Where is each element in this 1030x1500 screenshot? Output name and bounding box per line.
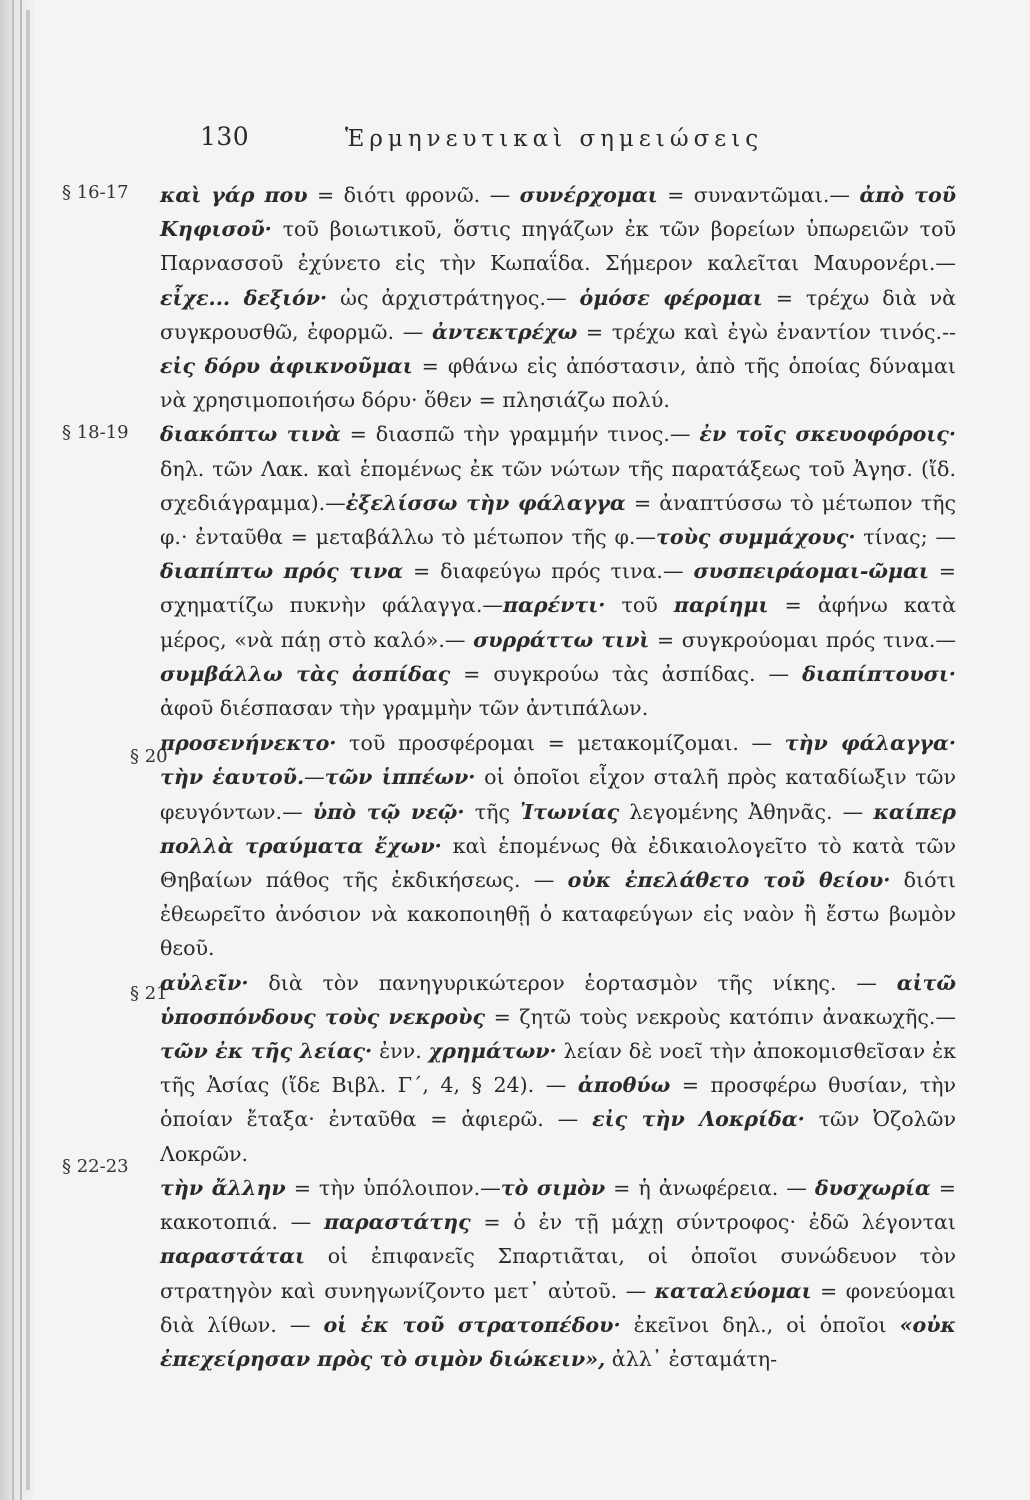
section-paragraph xyxy=(160,725,956,965)
section-paragraph xyxy=(160,1171,956,1376)
gloss-text: = τὴν ὑπόλοιπον.— xyxy=(285,1175,501,1200)
lemma-term: συρράττω τινὶ xyxy=(473,627,650,652)
section-paragraph xyxy=(160,178,956,417)
lemma-term: ἀντεκτρέχω xyxy=(432,319,578,344)
section-label-21: § 21 xyxy=(130,983,168,1004)
page-edge xyxy=(26,10,30,1490)
gloss-text: καὶ ἑπομένως θὰ ἐδικαιολογεῖτο τὸ κατὰ τῶν Θηβαίων πάθος τῆς ἐκδικήσεως. — xyxy=(160,833,956,893)
gloss-text: ἀλλ᾽ ἐσταμάτη- xyxy=(605,1346,778,1371)
gloss-text: = σχηματίζω πυκνὴν φάλαγγα.— xyxy=(160,559,957,618)
gloss-text: ὡς ἀρχιστράτηγος.— xyxy=(327,285,580,310)
gloss-text: οἱ ὁποῖοι εἶχον σταλῆ πρὸς καταδίωξιν τῶν φευγόντων.— xyxy=(160,765,956,824)
lemma-term: εἶχε... δεξιόν· xyxy=(160,285,328,310)
lemma-term: «οὐκ ἐπεχείρησαν πρὸς τὸ σιμὸν διώκειν», xyxy=(160,1312,956,1371)
gloss-text: = τρέχω καὶ ἐγὼ ἐναντίον τινός.-- xyxy=(577,319,956,344)
gloss-text: τίνας; — xyxy=(855,525,956,550)
lemma-term: εἰς δόρυ ἀφικνοῦμαι xyxy=(160,354,413,379)
lemma-term: ἀπὸ τοῦ Κηφισοῦ· xyxy=(160,183,957,242)
lemma-term: τοὺς συμμάχους· xyxy=(656,525,856,550)
lemma-term: διακόπτω τινὰ xyxy=(160,422,341,447)
binding-line xyxy=(20,0,22,1500)
gloss-text: = φθάνω εἰς ἀπόστασιν, ἀπὸ τῆς ὁποίας δύναμαι νὰ χρησιμοποιήσω δόρυ· ὅθεν = πλησιάζω πολύ. xyxy=(160,354,956,413)
gloss-text: ἐκεῖνοι δηλ., οἱ ὁποῖοι xyxy=(620,1312,900,1337)
lemma-term: καίπερ πολλὰ τραύματα ἔχων· xyxy=(160,799,956,858)
lemma-term: ἀποθύω xyxy=(577,1073,671,1098)
gloss-text: = κακοτοπιά. — xyxy=(160,1175,957,1235)
gloss-text: ἐνν. xyxy=(372,1039,429,1064)
gloss-text: = ζητῶ τοὺς νεκροὺς κατόπιν ἀνακωχῆς.— xyxy=(485,1004,956,1029)
lemma-term: τὴν ἄλλην xyxy=(160,1175,286,1200)
gloss-text: = ἀναπτύσσω τὸ μέτωπον τῆς φ.· ἐνταῦθα = μεταβάλλω τὸ μέτωπον τῆς φ.— xyxy=(160,490,956,550)
lemma-term: ὁμόσε φέρομαι xyxy=(579,285,763,310)
running-title: Ἑρμηνευτικαὶ σημειώσεις xyxy=(345,126,764,152)
gloss-text: τοῦ βοιωτικοῦ, ὅστις πηγάζων ἐκ τῶν βορείων ὑπωρειῶν τοῦ Παρνασσοῦ ἐχύνετο εἰς τὴν Κωπαΐδα. Σήμερον καλεῖται Μαυρονέρι.— xyxy=(160,217,956,276)
gloss-text: δηλ. τῶν Λακ. καὶ ἑπομένως ἐκ τῶν νώτων τῆς παρατάξεως τοῦ Ἀγησ. (ἴδ. σχεδιάγραμμα).— xyxy=(160,456,956,515)
lemma-term: αἰτῶ ὑποσπόνδους τοὺς νεκροὺς xyxy=(160,970,956,1029)
gloss-text: τῶν Ὀζολῶν Λοκρῶν. xyxy=(160,1107,956,1166)
gloss-text: = συγκρούω τὰς ἀσπίδας. — xyxy=(450,661,803,686)
gloss-text: = συναντῶμαι.— xyxy=(657,183,860,207)
gloss-text: = φονεύομαι διὰ λίθων. — xyxy=(160,1278,957,1337)
lemma-term: καταλεύομαι xyxy=(654,1278,812,1303)
gloss-text: διότι ἐθεωρεῖτο ἀνόσιον νὰ κακοποιηθῇ ὁ καταφεύγων εἰς ναὸν ἢ ἔστω βωμὸν θεοῦ. xyxy=(160,868,956,961)
commentary-text xyxy=(160,178,956,1376)
gloss-text: = ὁ ἐν τῇ μάχῃ σύντροφος· ἐδῶ λέγονται xyxy=(470,1210,957,1235)
section-label-20: § 20 xyxy=(130,746,168,767)
lemma-term: Ἰτωνίας xyxy=(520,799,620,824)
gloss-text: = διότι φρονῶ. — xyxy=(307,183,520,207)
lemma-term: διαπίπτω πρός τινα xyxy=(160,559,404,584)
gloss-text: τοῦ προσφέρομαι = μετακομίζομαι. — xyxy=(336,731,785,756)
section-label-18-19: § 18-19 xyxy=(62,422,129,443)
gloss-text: τῆς xyxy=(464,799,521,824)
lemma-term: χρημάτων· xyxy=(428,1039,557,1064)
lemma-term: αὐλεῖν· xyxy=(160,970,249,995)
lemma-term: τῶν ἱππέων· xyxy=(324,765,476,790)
lemma-term: συνέρχομαι xyxy=(519,183,658,207)
page-number: 130 xyxy=(200,122,250,151)
lemma-term: παραστάτης xyxy=(323,1210,471,1235)
gloss-text: = τρέχω διὰ νὰ συγκρουσθῶ, ἐφορμῶ. — xyxy=(160,285,957,344)
section-label-16-17: § 16-17 xyxy=(62,182,129,203)
gloss-text: οἱ ἐπιφανεῖς Σπαρτιᾶται, οἱ ὁποῖοι συνώδευον τὸν στρατηγὸν καὶ συνηγωνίζοντο μετ᾽ αὐτοῦ. — xyxy=(160,1244,956,1303)
gloss-text: τοῦ xyxy=(605,593,674,618)
gloss-text: ἀφοῦ διέσπασαν τὴν γραμμὴν τῶν ἀντιπάλων. xyxy=(160,696,649,721)
gloss-text: = προσφέρω θυσίαν, τὴν ὁποίαν ἔταξα· ἐνταῦθα = ἀφιερῶ. — xyxy=(160,1073,956,1132)
gloss-text: διὰ τὸν πανηγυρικώτερον ἑορτασμὸν τῆς νίκης. — xyxy=(248,970,897,995)
lemma-term: τῶν ἐκ τῆς λείας· xyxy=(160,1039,373,1064)
lemma-term: παρέντι· xyxy=(502,593,606,618)
gloss-text: λεγομένης Ἀθηνᾶς. — xyxy=(619,799,874,824)
gloss-text: = διασπῶ τὴν γραμμήν τινος.— xyxy=(340,422,700,447)
gloss-text: = διαφεύγω πρός τινα.— xyxy=(403,559,694,584)
gloss-text: = ἡ ἀνωφέρεια. — xyxy=(605,1175,815,1200)
section-label-22-23: § 22-23 xyxy=(62,1156,129,1177)
lemma-term: τὴν φάλαγγα· τὴν ἑαυτοῦ. xyxy=(160,731,957,790)
section-paragraph xyxy=(160,417,956,725)
lemma-term: οὐκ ἐπελάθετο τοῦ θείου· xyxy=(567,868,891,893)
lemma-term: δυσχωρία xyxy=(814,1175,931,1200)
lemma-term: διαπίπτουσι· xyxy=(802,661,956,686)
binding-line xyxy=(12,0,14,1500)
lemma-term: ἐξελίσσω τὴν φάλαγγα xyxy=(345,490,626,515)
lemma-term: ὑπὸ τῷ νεῷ· xyxy=(312,799,465,824)
lemma-term: τὸ σιμὸν xyxy=(500,1175,606,1200)
gloss-text: = συγκρούομαι πρός τινα.— xyxy=(649,627,957,652)
gloss-text: — xyxy=(304,765,325,790)
lemma-term: προσενήνεκτο· xyxy=(160,731,337,756)
lemma-term: καὶ γάρ που xyxy=(160,183,308,207)
lemma-term: ἐν τοῖς σκευοφόροις· xyxy=(699,422,957,447)
lemma-term: συμβάλλω τὰς ἀσπίδας xyxy=(160,661,451,686)
gloss-text: λείαν δὲ νοεῖ τὴν ἀποκομισθεῖσαν ἐκ τῆς Ἀσίας (ἴδε Βιβλ. Γ΄, 4, § 24). — xyxy=(160,1039,956,1098)
lemma-term: παρίημι xyxy=(673,593,769,618)
lemma-term: παραστάται xyxy=(160,1244,306,1269)
gloss-text: = ἀφήνω κατὰ μέρος, «νὰ πάῃ στὸ καλό».— xyxy=(160,593,956,652)
lemma-term: οἱ ἐκ τοῦ στρατοπέδου· xyxy=(323,1312,621,1337)
lemma-term: εἰς τὴν Λοκρίδα· xyxy=(592,1107,805,1132)
section-paragraph xyxy=(160,966,956,1171)
lemma-term: συσπειράομαι-ῶμαι xyxy=(693,559,929,584)
